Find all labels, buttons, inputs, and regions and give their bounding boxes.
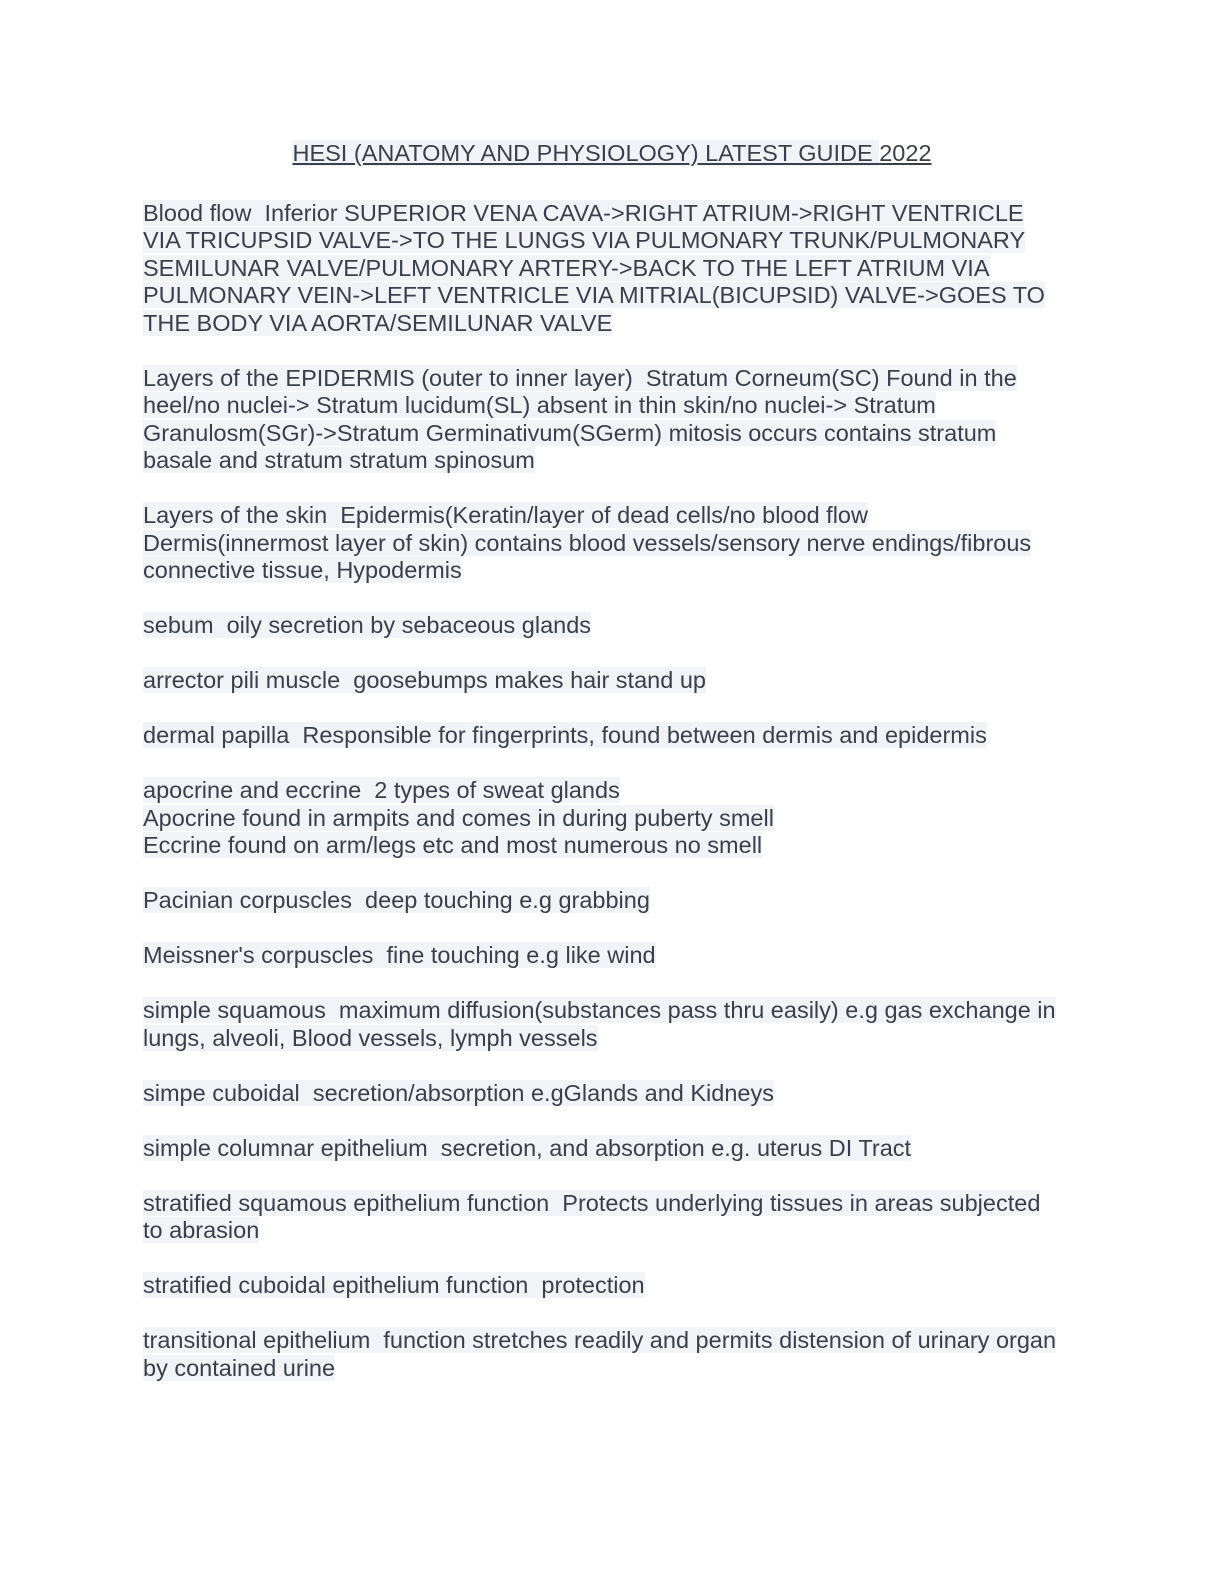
- highlighted-text: stratified cuboidal epithelium function protection: [143, 1272, 645, 1298]
- paragraph: [143, 1080, 1081, 1108]
- text-line: [143, 557, 1081, 585]
- highlighted-text: PULMONARY VEIN->LEFT VENTRICLE VIA MITRIAL(BICUPSID) VALVE->GOES TO: [143, 282, 1045, 308]
- text-line: [143, 502, 1081, 530]
- highlighted-text: Blood flow Inferior SUPERIOR VENA CAVA->RIGHT ATRIUM->RIGHT VENTRICLE: [143, 199, 1024, 226]
- paragraph: [143, 887, 1081, 915]
- text-line: [143, 777, 1081, 805]
- text-line: [143, 227, 1081, 255]
- highlighted-text: to abrasion: [143, 1217, 260, 1243]
- highlighted-text: VIA TRICUPSID VALVE->TO THE LUNGS VIA PULMONARY TRUNK/PULMONARY: [143, 227, 1026, 253]
- highlighted-text: stratified squamous epithelium function Protects underlying tissues in areas subjected: [143, 1189, 1041, 1216]
- highlighted-text: simpe cuboidal secretion/absorption e.gGlands and Kidneys: [143, 1079, 774, 1106]
- highlighted-text: arrector pili muscle goosebumps makes hair stand up: [143, 667, 706, 693]
- highlighted-text: simple squamous maximum diffusion(substances pass thru easily) e.g gas exchange in: [143, 997, 1056, 1023]
- text-line: [143, 200, 1081, 228]
- paragraph: [143, 1272, 1081, 1300]
- text-line: [143, 1190, 1081, 1218]
- highlighted-text: simple columnar epithelium secretion, and absorption e.g. uterus DI Tract: [143, 1134, 912, 1161]
- highlighted-text: Dermis(innermost layer of skin) contains blood vessels/sensory nerve endings/fibrous: [143, 529, 1032, 556]
- highlighted-text: Eccrine found on arm/legs etc and most numerous no smell: [143, 832, 763, 858]
- highlighted-text: Layers of the skin Epidermis(Keratin/layer of dead cells/no blood flow: [143, 502, 868, 528]
- paragraph: [143, 1327, 1081, 1382]
- highlighted-text: Layers of the EPIDERMIS (outer to inner layer) Stratum Corneum(SC) Found in the: [143, 364, 1017, 391]
- title-highlighted-text: HESI (ANATOMY AND PHYSIOLOGY) LATEST GUIDE: [292, 140, 880, 166]
- text-line: [143, 722, 1081, 750]
- highlighted-text: Meissner's corpuscles fine touching e.g like wind: [143, 942, 656, 968]
- highlighted-text: sebum oily secretion by sebaceous glands: [143, 612, 592, 638]
- text-line: [143, 1217, 1081, 1245]
- highlighted-text: Apocrine found in armpits and comes in during puberty smell: [143, 804, 774, 831]
- text-line: [143, 1135, 1081, 1163]
- paragraph: [143, 200, 1081, 338]
- text-line: [143, 1080, 1081, 1108]
- text-line: [143, 612, 1081, 640]
- highlighted-text: connective tissue, Hypodermis: [143, 557, 462, 583]
- text-line: [143, 365, 1081, 393]
- text-line: [143, 805, 1081, 833]
- highlighted-text: Pacinian corpuscles deep touching e.g grabbing: [143, 887, 650, 913]
- highlighted-text: heel/no nuclei-> Stratum lucidum(SL) absent in thin skin/no nuclei-> Stratum: [143, 392, 936, 418]
- document-body: [143, 200, 1081, 1383]
- text-line: [143, 887, 1081, 915]
- text-line: [143, 1025, 1081, 1053]
- highlighted-text: apocrine and eccrine 2 types of sweat glands: [143, 777, 620, 803]
- title-year: 2022: [879, 140, 932, 166]
- text-line: [143, 255, 1081, 283]
- highlighted-text: by contained urine: [143, 1354, 336, 1381]
- paragraph: [143, 502, 1081, 585]
- text-line: [143, 420, 1081, 448]
- text-line: [143, 447, 1081, 475]
- text-line: [143, 310, 1081, 338]
- highlighted-text: dermal papilla Responsible for fingerprints, found between dermis and epidermis: [143, 722, 987, 748]
- text-line: [143, 997, 1081, 1025]
- paragraph: [143, 1190, 1081, 1245]
- text-line: [143, 667, 1081, 695]
- highlighted-text: SEMILUNAR VALVE/PULMONARY ARTERY->BACK TO THE LEFT ATRIUM VIA: [143, 254, 990, 281]
- highlighted-text: THE BODY VIA AORTA/SEMILUNAR VALVE: [143, 309, 613, 336]
- paragraph: [143, 365, 1081, 475]
- text-line: [143, 530, 1081, 558]
- text-line: [143, 282, 1081, 310]
- text-line: [143, 832, 1081, 860]
- highlighted-text: lungs, alveoli, Blood vessels, lymph vessels: [143, 1024, 598, 1051]
- highlighted-text: transitional epithelium function stretches readily and permits distension of urinary organ: [143, 1327, 1057, 1353]
- paragraph: [143, 612, 1081, 640]
- paragraph: [143, 997, 1081, 1052]
- highlighted-text: Granulosm(SGr)->Stratum Germinativum(SGerm) mitosis occurs contains stratum: [143, 419, 997, 446]
- paragraph: [143, 667, 1081, 695]
- text-line: [143, 942, 1081, 970]
- text-line: [143, 1272, 1081, 1300]
- text-line: [143, 1355, 1081, 1383]
- paragraph: [143, 777, 1081, 860]
- paragraph: [143, 942, 1081, 970]
- highlighted-text: basale and stratum stratum spinosum: [143, 447, 535, 473]
- text-line: [143, 392, 1081, 420]
- paragraph: [143, 722, 1081, 750]
- text-line: [143, 1327, 1081, 1355]
- document-title: [143, 140, 1081, 168]
- paragraph: [143, 1135, 1081, 1163]
